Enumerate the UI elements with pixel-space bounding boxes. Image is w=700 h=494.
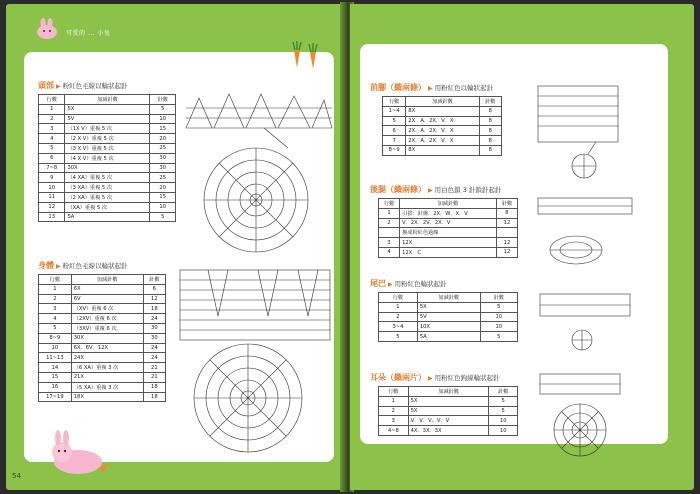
body-stitch-chart [178,266,334,456]
instruction-cell: 5A [417,332,480,342]
instruction-cell: 5V [417,312,480,322]
stitch-count-cell: 10 [150,202,176,212]
instruction-cell: 5X [417,302,480,312]
bunny-logo-icon [34,18,60,40]
page-number: 54 [12,472,21,480]
table-row [383,145,502,155]
instruction-cell: 30X [71,333,143,343]
table-row [39,294,166,304]
table-row [39,284,166,294]
table-row [379,302,518,312]
table-row [379,322,518,332]
row-number-cell: 4~8 [379,426,409,436]
table-row [39,212,176,222]
row-number-cell: 3 [39,124,65,134]
row-number-cell: 11~13 [39,353,72,363]
table-header-row [379,293,518,303]
table-row [379,218,518,228]
instruction-cell: 換成粉紅色過線 [400,228,497,238]
row-number-cell: 17~19 [39,392,72,402]
section-title-front-leg: 前腳（織兩條） ▶ 用粉紅色以輪狀起針 [370,83,494,92]
row-number-cell: 4 [39,314,72,324]
table-row [39,382,166,392]
instruction-cell: V．2X．2V．2X．V [400,218,497,228]
column-header: 針數 [479,97,502,107]
stitch-count-cell: 8 [479,116,502,126]
stitch-count-cell: 10 [489,416,518,426]
instruction-cell: 5X [408,406,489,416]
column-header: 加減針數 [400,199,497,209]
column-header: 針數 [150,95,176,105]
row-number-cell: 5 [39,323,72,333]
instruction-cell: 5X [408,396,489,406]
row-number-cell: 11 [39,192,65,202]
stitch-count-cell: 10 [150,114,176,124]
tail-stitch-chart [536,288,636,358]
ear-stitch-chart [536,372,636,462]
table-row [379,332,518,342]
stitch-count-cell: 18 [143,392,165,402]
stitch-count-cell: 12 [496,218,517,228]
stitch-count-cell: 20 [150,183,176,193]
head-pattern-table [38,94,176,222]
section-title-body: 身體 ▶ 粉紅色毛線以輪狀起針 [38,261,128,270]
table-row [39,192,176,202]
row-number-cell: 8~9 [383,145,406,155]
table-row [39,314,166,324]
column-header: 行數 [379,293,418,303]
stitch-count-cell: 6 [143,284,165,294]
column-header: 針數 [143,275,165,285]
instruction-cell: （2XV）重複 6 次 [71,314,143,324]
row-number-cell: 5 [379,332,418,342]
row-number-cell: 7~8 [39,163,65,173]
front-leg-stitch-chart [536,82,636,182]
carrot-icon [288,40,328,70]
table-row [39,372,166,382]
table-header-row [39,275,166,285]
stitch-count-cell [496,228,517,238]
stitch-count-cell: 18 [143,382,165,392]
row-number-cell: 15 [39,372,72,382]
row-number-cell: 2 [39,114,65,124]
column-header: 針數 [480,293,517,303]
instruction-cell: （4 X V）重複 5 次 [65,153,150,163]
row-number-cell: 2 [39,294,72,304]
row-number-cell: 1 [39,284,72,294]
stitch-count-cell: 12 [496,238,517,248]
table-row [39,353,166,363]
instruction-cell: 18X [71,392,143,402]
row-number-cell: 3 [39,304,72,314]
stitch-count-cell: 24 [143,353,165,363]
column-header: 行數 [379,199,400,209]
instruction-cell: （XV）重複 6 次 [71,304,143,314]
instruction-cell: V．V．V．V．V [408,416,489,426]
stitch-count-cell: 8 [479,136,502,146]
instruction-cell: （3 XA）重複 5 次 [65,183,150,193]
row-number-cell: 10 [39,183,65,193]
table-row [39,323,166,333]
table-row [39,183,176,193]
column-header: 加減針數 [406,97,479,107]
stitch-count-cell: 15 [150,124,176,134]
instruction-cell: （4 XA）重複 5 次 [65,173,150,183]
column-header: 行數 [39,95,65,105]
stitch-count-cell: 30 [143,323,165,333]
row-number-cell: 6 [383,126,406,136]
table-row [379,406,518,416]
table-header-row [39,95,176,105]
head-stitch-chart [184,88,334,258]
section-title-head: 頭部 ▶ 粉紅色毛線以輪狀起針 [38,81,128,90]
table-row [39,104,176,114]
table-row [379,228,518,238]
stitch-count-cell: 30 [143,333,165,343]
row-number-cell: 3~4 [379,322,418,332]
row-number-cell: 1~4 [383,106,406,116]
row-number-cell: 16 [39,382,72,392]
table-row [379,247,518,257]
body-pattern-table [38,274,166,402]
row-number-cell: 1 [379,302,418,312]
instruction-cell: 6X [71,284,143,294]
stitch-count-cell: 25 [150,173,176,183]
instruction-cell: 引拔：針盤．2X．W．X．V [400,208,497,218]
stitch-count-cell: 5 [489,396,518,406]
row-number-cell: 1 [379,396,409,406]
section-title-ear: 耳朵（織兩片） ▶ 用粉紅色鉤線輪狀起針 [370,373,500,382]
bunny-figure-icon [46,430,112,476]
table-row [39,333,166,343]
tail-pattern-table [378,292,518,342]
stitch-count-cell: 18 [143,304,165,314]
instruction-cell: 5A [65,212,150,222]
table-row [383,116,502,126]
column-header: 行數 [379,387,409,397]
stitch-count-cell: 15 [150,192,176,202]
instruction-cell: 12X．C [400,247,497,257]
stitch-count-cell: 10 [489,426,518,436]
stitch-count-cell: 25 [150,143,176,153]
stitch-count-cell: 10 [480,322,517,332]
row-number-cell: 2 [379,312,418,322]
back-leg-pattern-table [378,198,518,258]
column-header: 針數 [496,199,517,209]
row-number-cell: 6 [39,153,65,163]
instruction-cell: （XA）重複 5 次 [65,202,150,212]
instruction-cell: 10X [417,322,480,332]
row-number-cell: 5 [383,116,406,126]
column-header: 行數 [39,275,72,285]
instruction-cell: 4X．3X．3X [408,426,489,436]
column-header: 加減針數 [408,387,489,397]
instruction-cell: （1X V）重複 5 次 [65,124,150,134]
book-header-title: 可愛的 ... 小兔 [66,30,111,37]
row-number-cell: 4 [379,247,400,257]
table-row [39,124,176,134]
ear-pattern-table [378,386,518,436]
table-row [383,106,502,116]
instruction-cell: 6V [71,294,143,304]
instruction-cell: 12X [400,238,497,248]
table-header-row [379,199,518,209]
row-number-cell: 4 [39,134,65,144]
table-row [379,396,518,406]
stitch-count-cell: 30 [150,153,176,163]
table-header-row [379,387,518,397]
instruction-cell: 8X [406,106,479,116]
instruction-cell: 30X [65,163,150,173]
table-row [39,202,176,212]
column-header: 行數 [383,97,406,107]
stitch-count-cell: 5 [489,406,518,416]
back-leg-stitch-chart [536,194,636,270]
stitch-count-cell: 8 [496,208,517,218]
instruction-cell: （3 X V）重複 5 次 [65,143,150,153]
row-number-cell: 14 [39,363,72,373]
instruction-cell: （2 X V）重複 5 次 [65,134,150,144]
row-number-cell: 2 [379,406,409,416]
table-row [39,134,176,144]
stitch-count-cell: 21 [143,372,165,382]
stitch-count-cell: 8 [479,145,502,155]
instruction-cell: （3XV）重複 6 次 [71,323,143,333]
table-row [39,173,176,183]
table-row [383,136,502,146]
stitch-count-cell: 12 [496,247,517,257]
row-number-cell: 2 [379,218,400,228]
table-row [379,208,518,218]
stitch-count-cell: 8 [479,106,502,116]
instruction-cell: 2X．A．2X．V．X [406,126,479,136]
row-number-cell: 7 [383,136,406,146]
section-title-back-leg: 後腿（織兩條） ▶ 用白色鎖 3 針鎖針起針 [370,185,502,194]
instruction-cell: 8X [406,145,479,155]
row-number-cell: 12 [39,202,65,212]
right-page [350,4,694,490]
column-header: 加減針數 [65,95,150,105]
stitch-count-cell: 5 [150,104,176,114]
stitch-count-cell: 12 [143,294,165,304]
table-row [39,392,166,402]
table-row [379,416,518,426]
stitch-count-cell: 20 [150,134,176,144]
left-page [6,4,346,490]
stitch-count-cell: 30 [150,163,176,173]
table-row [383,126,502,136]
stitch-count-cell: 21 [143,363,165,373]
row-number-cell: 5 [39,143,65,153]
row-number-cell: 9 [39,173,65,183]
instruction-cell: （2 XA）重複 5 次 [65,192,150,202]
row-number-cell: 3 [379,416,409,426]
stitch-count-cell: 5 [480,302,517,312]
table-row [39,114,176,124]
instruction-cell: （5 XA）重複 3 次 [71,382,143,392]
table-row [379,312,518,322]
instruction-cell: 2X．A．2X．V．X [406,136,479,146]
stitch-count-cell: 8 [479,126,502,136]
table-row [39,153,176,163]
stitch-count-cell: 24 [143,343,165,353]
instruction-cell: 24X [71,353,143,363]
stitch-count-cell: 5 [150,212,176,222]
instruction-cell: 21X [71,372,143,382]
table-row [39,343,166,353]
instruction-cell: 5X [65,104,150,114]
instruction-cell: 5V [65,114,150,124]
front-leg-pattern-table [382,96,502,156]
section-title-tail: 尾巴 ▶ 用粉紅色輪狀起針 [370,279,447,288]
table-row [379,238,518,248]
instruction-cell: （6 XA）重複 3 次 [71,363,143,373]
row-number-cell: 3 [379,238,400,248]
row-number-cell: 8~9 [39,333,72,343]
instruction-cell: 2X．A．2X．V．X [406,116,479,126]
column-header: 加減針數 [417,293,480,303]
table-row [39,363,166,373]
table-row [39,163,176,173]
row-number-cell: 13 [39,212,65,222]
row-number-cell: 1 [379,208,400,218]
instruction-cell: 6X．6V．12X [71,343,143,353]
stitch-count-cell: 24 [143,314,165,324]
table-row [39,304,166,314]
stitch-count-cell: 10 [480,312,517,322]
table-header-row [383,97,502,107]
row-number-cell [379,228,400,238]
row-number-cell: 1 [39,104,65,114]
column-header: 針數 [489,387,518,397]
row-number-cell: 10 [39,343,72,353]
column-header: 加減針數 [71,275,143,285]
table-row [39,143,176,153]
stitch-count-cell: 5 [480,332,517,342]
table-row [379,426,518,436]
